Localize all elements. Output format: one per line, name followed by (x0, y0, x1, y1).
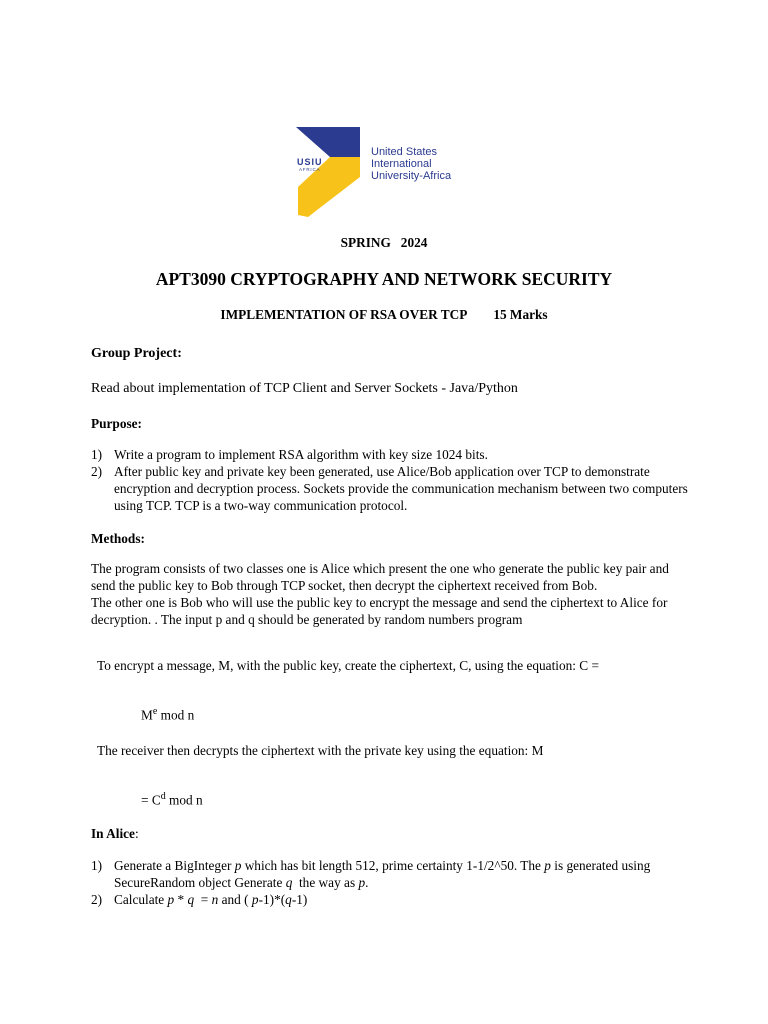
list-item (91, 857, 704, 891)
var-q: q (285, 875, 293, 890)
list-text: Generate a BigInteger (114, 858, 235, 873)
decrypt-text: The receiver then decrypts the ciphertext with the private key using the equation: M (97, 743, 544, 758)
assignment-title: IMPLEMENTATION OF RSA OVER TCP (220, 307, 467, 322)
var-q: q (187, 892, 195, 907)
list-number: 1) (91, 858, 103, 873)
list-text: the way as (292, 875, 359, 890)
methods-heading: Methods: (91, 531, 145, 546)
methods-paragraph (91, 560, 681, 628)
eq-base: M (141, 707, 153, 723)
logo-badge-sub: AFRICA (299, 167, 321, 172)
eq-tail: mod n (165, 792, 203, 808)
list-text: -1)*( (258, 892, 286, 907)
var-p: p (251, 892, 259, 907)
list-number: 1) (91, 447, 103, 462)
alice-heading: In Alice (91, 826, 135, 841)
list-number: 2) (91, 892, 103, 907)
assignment-marks: 15 Marks (493, 307, 548, 322)
list-text: * (174, 892, 188, 907)
university-name-line: United States (371, 146, 438, 158)
list-text: = (194, 892, 212, 907)
eq-base: = C (141, 792, 161, 808)
var-n: n (211, 892, 219, 907)
list-text: After public key and private key been generated, use Alice/Bob application over TCP to demonstrate encryption and decryption process. Sockets provide the communication mechanism between two computers using TCP. TCP is a two-way communication protocol. (114, 464, 688, 513)
list-text: which has bit length 512, prime certainty 1-1/2^50. The (241, 858, 545, 873)
decrypt-equation (141, 788, 203, 808)
university-name-line: University-Africa (371, 170, 452, 182)
usiu-shield-icon (296, 127, 360, 219)
group-project-heading: Group Project: (91, 346, 182, 361)
list-item (91, 446, 704, 463)
eq-exponent: e (152, 706, 158, 717)
assignment-header (0, 307, 768, 323)
var-p: p (358, 875, 366, 890)
alice-heading-line (91, 825, 139, 842)
purpose-heading: Purpose: (91, 416, 142, 431)
list-text: . (365, 875, 369, 890)
alice-heading-colon: : (134, 826, 139, 841)
list-text: Write a program to implement RSA algorithm with key size 1024 bits. (114, 447, 488, 462)
var-p: p (167, 892, 175, 907)
encrypt-equation (141, 703, 194, 723)
list-item (91, 891, 704, 908)
var-q: q (285, 892, 292, 907)
list-text: Calculate (114, 892, 168, 907)
university-name-line: International (371, 158, 432, 170)
group-project-text: Read about implementation of TCP Client and Server Sockets - Java/Python (91, 381, 518, 396)
encrypt-text: To encrypt a message, M, with the public key, create the ciphertext, C, using the equation: C = (97, 658, 599, 673)
list-item (91, 463, 704, 514)
logo-badge-text: USIU (297, 157, 323, 167)
methods-para-2: The other one is Bob who will use the public key to encrypt the message and send the ciphertext to Alice for decryption. . The input p and q should be generated by random numbers program (91, 595, 668, 627)
var-p: p (234, 858, 242, 873)
purpose-list (91, 446, 704, 514)
alice-list (91, 857, 704, 908)
list-number: 2) (91, 464, 103, 479)
list-text: is generated using SecureRandom object Generate (114, 858, 651, 890)
list-text: and ( (218, 892, 252, 907)
course-title: APT3090 CRYPTOGRAPHY AND NETWORK SECURITY (155, 269, 613, 289)
university-name (371, 146, 451, 182)
eq-tail: mod n (157, 707, 195, 723)
var-p: p (544, 858, 551, 873)
methods-para-1: The program consists of two classes one is Alice which present the one who generate the public key pair and send the public key to Bob through TCP socket, then decrypt the ciphertext received from Bob. (91, 561, 669, 593)
semester: SPRING 2024 (340, 235, 428, 250)
eq-exponent: d (160, 791, 166, 802)
list-text: -1) (291, 892, 308, 907)
